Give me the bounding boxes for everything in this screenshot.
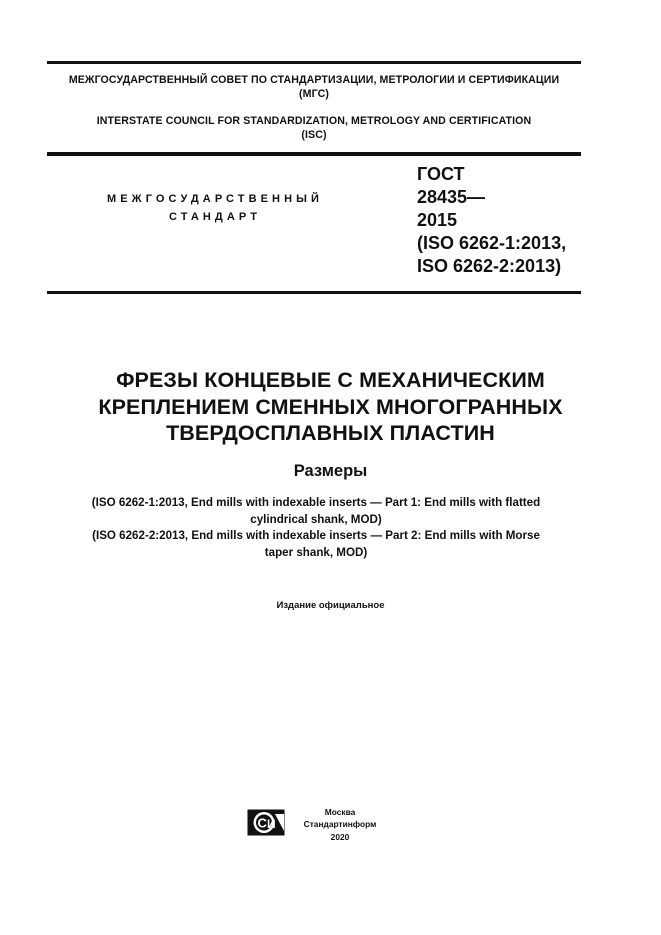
council-en-name: INTERSTATE COUNCIL FOR STANDARDIZATION, METROLOGY AND CERTIFICATION bbox=[96, 115, 532, 127]
publisher-imprint bbox=[298, 806, 382, 843]
title-line-2: КРЕПЛЕНИЕМ СМЕННЫХ МНОГОГРАННЫХ bbox=[98, 394, 563, 419]
iso-titles bbox=[52, 495, 580, 561]
iso-part2-line1: (ISO 6262-2:2013, End mills with indexable inserts — Part 2: End mills with Morse bbox=[92, 529, 540, 542]
svg-text:C: C bbox=[257, 815, 267, 831]
standard-kind-line2: СТАНДАРТ bbox=[168, 211, 262, 223]
iso-reference-1: (ISO 6262-1:2013, bbox=[417, 233, 567, 253]
gost-number: 28435— bbox=[417, 187, 486, 207]
council-ru bbox=[47, 73, 581, 101]
iso-part1-line1: (ISO 6262-1:2013, End mills with indexable inserts — Part 1: End mills with flatted bbox=[91, 496, 541, 509]
publisher-city: Москва bbox=[324, 807, 356, 817]
standard-kind-line1: МЕЖГОСУДАРСТВЕННЫЙ bbox=[106, 193, 324, 205]
iso-reference-2: ISO 6262-2:2013) bbox=[417, 256, 562, 276]
document-subtitle: Размеры bbox=[293, 462, 368, 480]
publisher-name: Стандартинформ bbox=[303, 819, 377, 830]
gost-label: ГОСТ bbox=[417, 164, 465, 184]
top-rule bbox=[47, 61, 581, 64]
council-ru-name: МЕЖГОСУДАРСТВЕННЫЙ СОВЕТ ПО СТАНДАРТИЗАЦИИ, МЕТРОЛОГИИ И СЕРТИФИКАЦИИ bbox=[68, 74, 560, 86]
council-en-abbr: (ISC) bbox=[301, 129, 327, 141]
iso-part1-line2: cylindrical shank, MOD) bbox=[250, 512, 382, 526]
svg-text:И: И bbox=[267, 817, 276, 831]
council-ru-abbr: (МГС) bbox=[299, 88, 329, 100]
publication-year: 2020 bbox=[330, 831, 350, 842]
gost-year: 2015 bbox=[417, 210, 458, 230]
standartinform-logo-icon bbox=[247, 809, 285, 836]
designation-rule bbox=[47, 291, 581, 294]
standard-kind bbox=[95, 190, 335, 226]
document-title bbox=[40, 367, 621, 447]
title-line-1: ФРЕЗЫ КОНЦЕВЫЕ С МЕХАНИЧЕСКИМ bbox=[116, 368, 545, 392]
iso-part2-line2: taper shank, MOD) bbox=[264, 545, 368, 559]
gost-designation bbox=[417, 163, 597, 278]
header-rule bbox=[47, 152, 581, 156]
edition-label: Издание официальное bbox=[276, 600, 385, 611]
title-line-3: ТВЕРДОСПЛАВНЫХ ПЛАСТИН bbox=[166, 421, 495, 445]
council-en bbox=[47, 114, 581, 142]
